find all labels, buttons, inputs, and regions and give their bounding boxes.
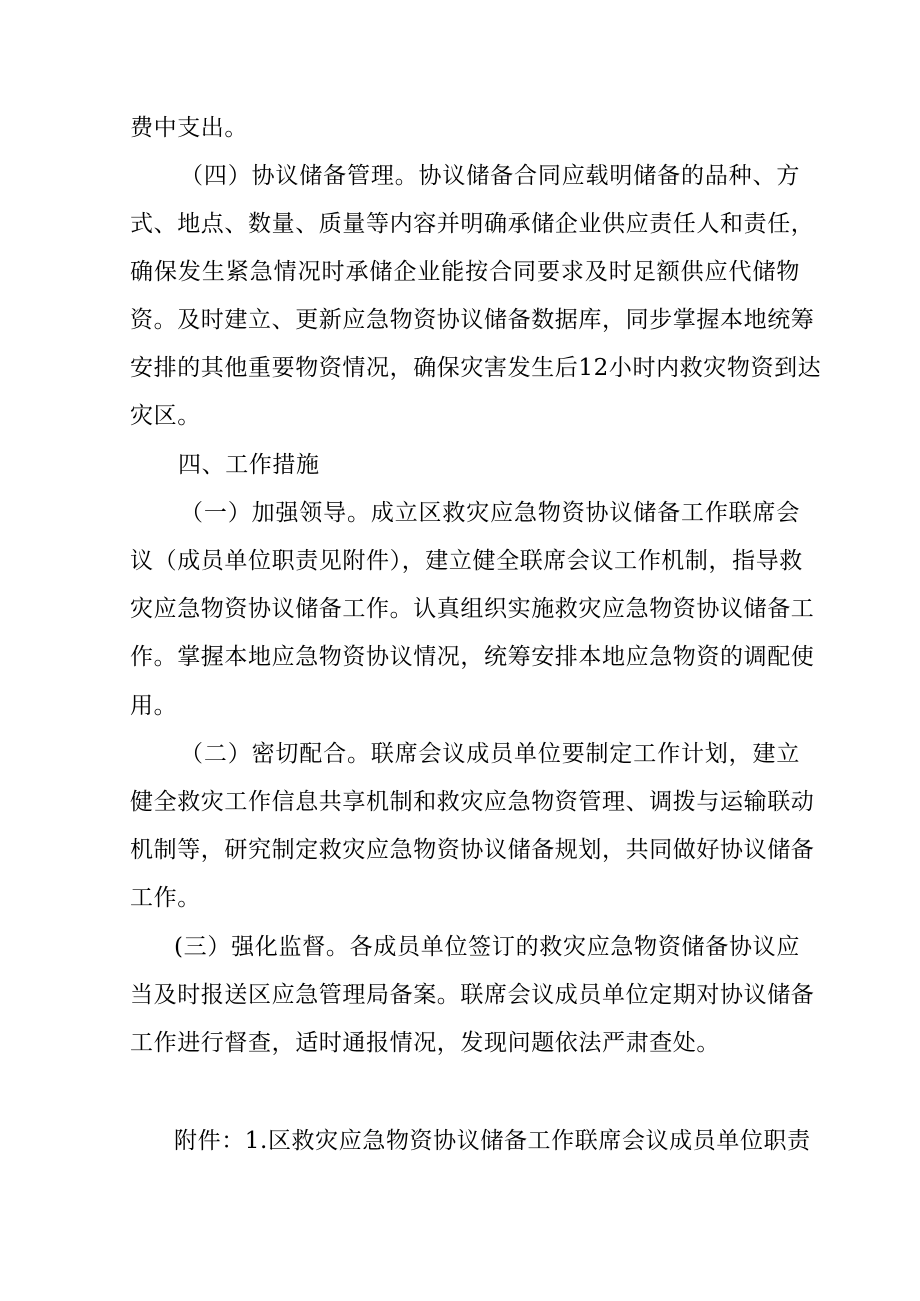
text-line: 机制等，研究制定救灾应急物资协议储备规划，共同做好协议储备 [130,837,815,863]
text-line: 费中支出。 [130,115,248,141]
text-line: 议（成员单位职责见附件），建立健全联席会议工作机制，指导救 [130,548,803,574]
text-line: 作。掌握本地应急物资协议情况，统筹安排本地应急物资的调配使 [130,644,815,670]
text-line: 式、地点、数量、质量等内容并明确承储企业供应责任人和责任， [130,211,815,237]
text-line: 资。及时建立、更新应急物资协议储备数据库，同步掌握本地统筹 [130,307,815,333]
text-line: 确保发生紧急情况时承储企业能按合同要求及时足额供应代储物 [130,259,800,285]
text-line: 灾应急物资协议储备工作。认真组织实施救灾应急物资协议储备工 [130,596,815,622]
text-line: 用。 [130,693,178,719]
text-line: 工作。 [130,885,201,911]
attachment-line: 附件：1.区救灾应急物资协议储备工作联席会议成员单位职责 [174,1128,811,1154]
text-line: (三）强化监督。各成员单位签订的救灾应急物资储备协议应 [174,934,800,960]
text-line: （一）加强领导。成立区救灾应急物资协议储备工作联席会 [180,500,800,526]
section-heading: 四、工作措施 [178,452,320,478]
text-line: 当及时报送区应急管理局备案。联席会议成员单位定期对协议储备 [130,982,815,1008]
text-line: （四）协议储备管理。协议储备合同应载明储备的品种、方 [180,163,800,189]
text-line: （二）密切配合。联席会议成员单位要制定工作计划，建立 [180,741,800,767]
text-line: 安排的其他重要物资情况，确保灾害发生后12小时内救灾物资到达 [130,355,822,381]
text-line: 工作进行督查，适时通报情况，发现问题依法严肃查处。 [130,1030,720,1056]
text-line: 灾区。 [130,403,201,429]
text-line: 健全救灾工作信息共享机制和救灾应急物资管理、调拨与运输联动 [130,789,815,815]
